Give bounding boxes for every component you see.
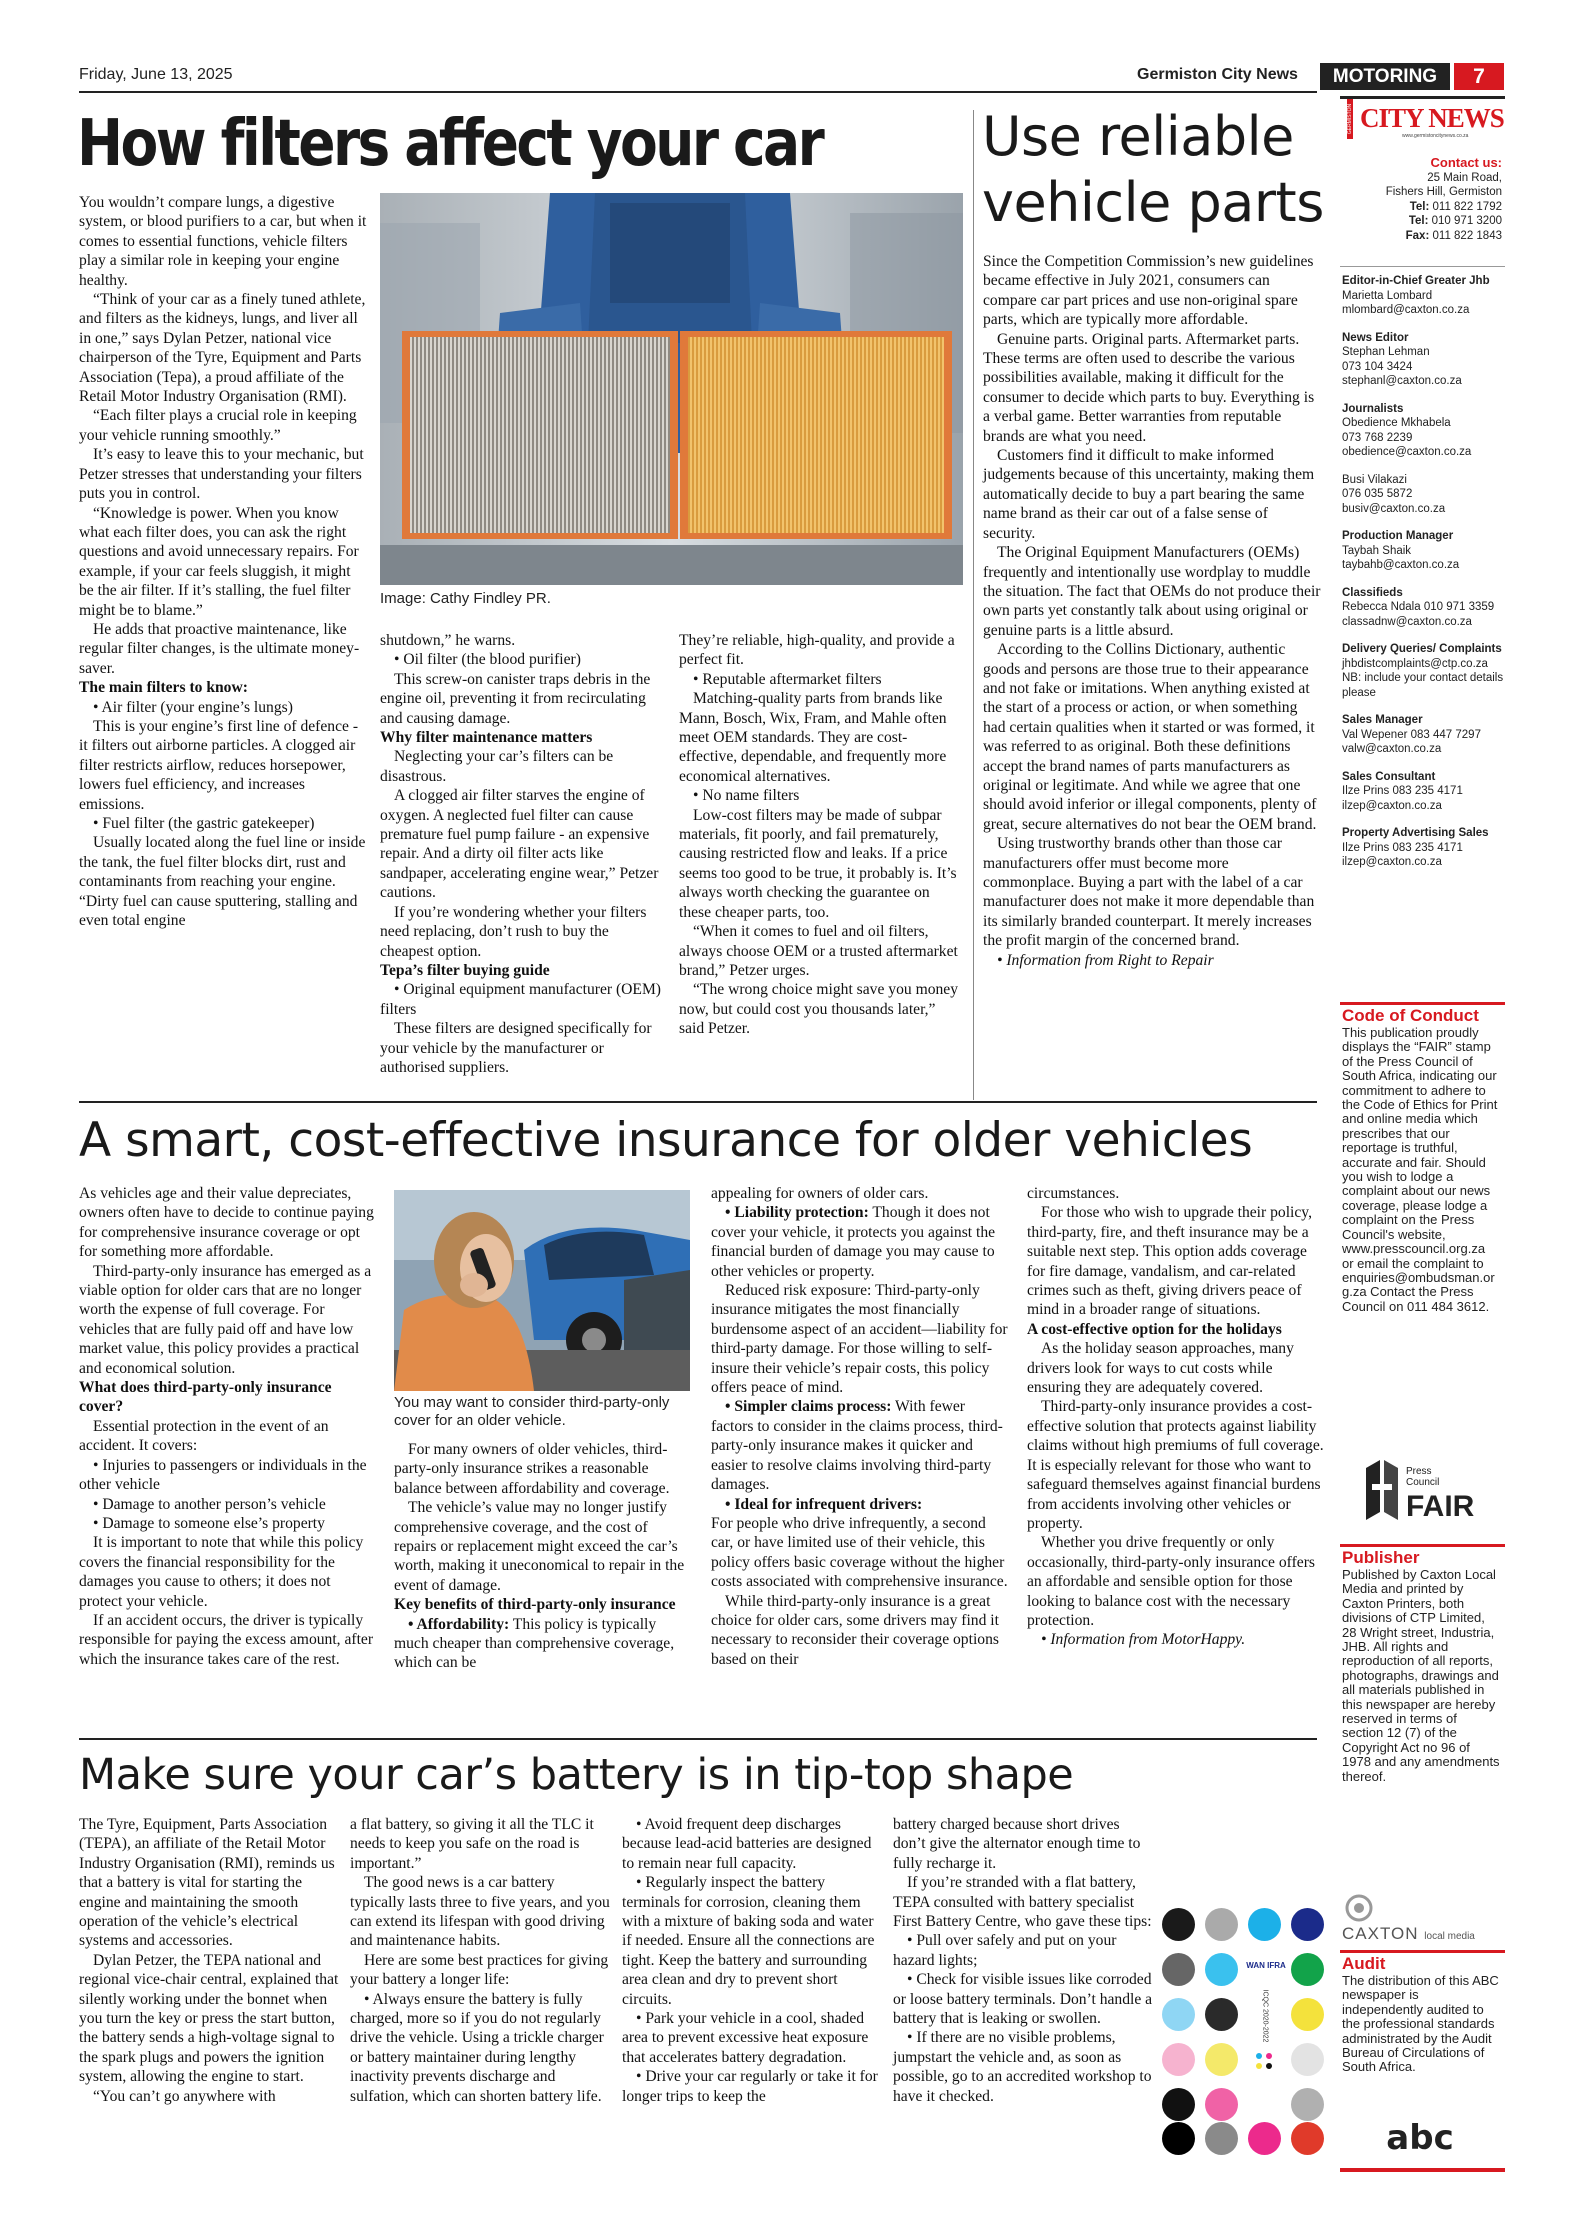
staff-detail: ilzep@caxton.co.za xyxy=(1342,799,1442,812)
bullet-lead: • Ideal for infrequent drivers: xyxy=(725,1495,923,1513)
staff-entry xyxy=(1342,826,1504,870)
abc-logo: abc xyxy=(1386,2118,1454,2158)
paragraph: Third-party-only insurance provides a cost-effective solution that protects against liability claims without high premiums of full coverage. It is especially relevant for those who want to safeguard themselves against financial burdens from accidents involving other vehicles or property. xyxy=(1027,1398,1324,1532)
subheading: Tepa’s filter buying guide xyxy=(380,961,550,979)
sidebar-top-rule xyxy=(1340,96,1505,99)
paragraph: “Think of your car as a finely tuned athlete, and filters as the kidneys, lungs, and liver all in one,” says Dylan Petzer, national vice chairperson of the Tyre, Equipment and Parts Association (Tepa), a proud affiliate of the Retail Motor Industry Organisation (RMI). xyxy=(79,291,366,406)
insurance-top-rule xyxy=(79,1101,1317,1103)
paragraph: Since the Competition Commission’s new guidelines became effective in July 2021, consumers can compare car part prices and use non-original spare parts, which are typically more affordable. xyxy=(983,253,1314,329)
code-of-conduct-title: Code of Conduct xyxy=(1342,1006,1479,1025)
swatch xyxy=(1205,1953,1238,1986)
paragraph: The Original Equipment Manufacturers (OEMs) frequently and intentionally use wordplay to muddle the situation. The fact that OEMs do not produce their own parts yet constantly talk about using original or genuine parts is a little absurd. xyxy=(983,544,1321,639)
paragraph: circumstances. xyxy=(1027,1185,1120,1202)
filters-headline: How filters affect your car xyxy=(77,107,823,181)
staff-detail: jhbdistcomplaints@ctp.co.za xyxy=(1342,657,1488,670)
staff-role: Editor-in-Chief Greater Jhb xyxy=(1342,275,1490,287)
source-credit: • Information from Right to Repair xyxy=(997,951,1214,969)
paragraph: If an accident occurs, the driver is typically responsible for paying the excess amount, after which the insurance takes care of the rest. xyxy=(79,1611,374,1668)
staff-detail: Taybah Shaik xyxy=(1342,544,1412,557)
staff-entry xyxy=(1342,586,1504,630)
filters-col-3 xyxy=(679,631,963,1039)
filters-col-2 xyxy=(380,631,664,1077)
swatch xyxy=(1205,1998,1238,2031)
staff-entry xyxy=(1342,473,1504,517)
insurance-col-4 xyxy=(1027,1184,1325,1650)
subheading: The main filters to know: xyxy=(79,679,248,697)
paragraph: Essential protection in the event of an accident. It covers: xyxy=(79,1417,329,1455)
swatch xyxy=(1162,1908,1195,1941)
staff-detail: ilzep@caxton.co.za xyxy=(1342,856,1442,868)
bullet-item: • Pull over safely and put on your hazard lights; xyxy=(893,1932,1117,1969)
staff-role: Sales Consultant xyxy=(1342,770,1436,783)
paragraph: It is important to note that while this policy covers the financial responsibility for the damages you cause to others; it does not protect your vehicle. xyxy=(79,1534,364,1610)
city-news-logo xyxy=(1342,103,1504,141)
paragraph: “Dirty fuel can cause sputtering, stalling and even total engine xyxy=(79,892,358,930)
fair-small-label: Press Council xyxy=(1406,1466,1440,1488)
staff-detail: NB: include your contact details please xyxy=(1342,672,1504,699)
sidebar-rule-red xyxy=(1340,1544,1505,1547)
mechanic-with-air-filters-image xyxy=(380,193,963,585)
audit-text: The distribution of this ABC newspaper is independently audited to the professional standards administrated by the Audit Bureau of Circulations of South Africa. xyxy=(1342,1973,1499,2075)
paragraph: battery charged because short drives don’t give the alternator enough time to fully recharge it. xyxy=(893,1816,1141,1872)
paragraph: This screw-on canister traps debris in the engine oil, preventing it from recirculating and causing damage. xyxy=(380,670,651,727)
swatch xyxy=(1205,2043,1238,2076)
swatch xyxy=(1162,2088,1195,2121)
staff-detail: Obedience Mkhabela xyxy=(1342,417,1451,429)
staff-entry xyxy=(1342,331,1504,389)
sidebar xyxy=(1340,96,1505,2174)
sidebar-rule-red xyxy=(1340,1002,1505,1005)
paragraph: While third-party-only insurance is a great choice for older cars, some drivers may find it necessary to reconsider their coverage options based on their xyxy=(711,1592,999,1668)
bullet-item: • Damage to another person’s vehicle xyxy=(93,1495,326,1513)
battery-top-rule xyxy=(79,1738,1317,1740)
insurance-photo-caption: You may want to consider third-party-only cover for an older vehicle. xyxy=(394,1394,670,1429)
battery-col-4 xyxy=(893,1815,1155,2106)
bullet-item: • Injuries to passengers or individuals in the other vehicle xyxy=(79,1456,367,1494)
bullet-item: • Check for visible issues like corroded or loose battery terminals. Don’t handle a battery that is leaking or swollen. xyxy=(893,1971,1153,2028)
publisher-title: Publisher xyxy=(1342,1548,1420,1567)
bullet-item: • Air filter (your engine’s lungs) xyxy=(93,698,293,716)
staff-detail: classadnw@caxton.co.za xyxy=(1342,615,1472,628)
staff-role: News Editor xyxy=(1342,331,1409,344)
staff-role: Sales Manager xyxy=(1342,714,1423,726)
staff-list xyxy=(1342,274,1504,883)
staff-entry xyxy=(1342,274,1504,318)
staff-detail: Marietta Lombard xyxy=(1342,289,1433,302)
filters-photo-caption: Image: Cathy Findley PR. xyxy=(380,590,551,607)
page-number: 7 xyxy=(1454,63,1504,90)
paragraph: If you’re stranded with a flat battery, TEPA consulted with battery specialist First Battery Centre, who gave these tips: xyxy=(893,1874,1152,1931)
paragraph: Matching-quality parts from brands like Mann, Bosch, Wix, Fram, and Mahle often meet OEM standards. They are cost-effective, dependable, and frequently more economical alternatives. xyxy=(679,690,947,785)
swatch xyxy=(1162,2122,1195,2155)
paragraph: These filters are designed specifically for your vehicle by the manufacturer or authorised suppliers. xyxy=(380,1020,652,1076)
paragraph: For people who drive infrequently, a second car, or have limited use of their vehicle, this policy offers basic coverage without the higher costs associated with comprehensive insurance. xyxy=(711,1514,1008,1591)
staff-entry xyxy=(1342,529,1504,573)
paragraph: Customers find it difficult to make informed judgements because of this uncertainty, making them automatically decide to buy a part bearing the same name brand as their car out of a false sense of security. xyxy=(983,447,1315,542)
subheading: Why filter maintenance matters xyxy=(380,729,593,747)
staff-detail: obedience@caxton.co.za xyxy=(1342,446,1472,458)
paragraph: “You can’t go anywhere with xyxy=(93,2087,276,2105)
filters-col-1 xyxy=(79,193,367,930)
header-rule xyxy=(79,91,1317,93)
swatch xyxy=(1291,2122,1324,2155)
swatch xyxy=(1205,2122,1238,2155)
battery-col-3 xyxy=(622,1815,884,2106)
bullet-item xyxy=(711,1397,1009,1494)
bullet-item xyxy=(711,1203,1009,1281)
paragraph: The Tyre, Equipment, Parts Association (TEPA), an affiliate of the Retail Motor Industry Organisation (RMI), reminds us that a battery is vital for starting the engine and maintaining the smooth operation of the vehicle’s electrical systems and accessories. xyxy=(79,1816,335,1950)
insurance-col-3 xyxy=(711,1184,1009,1669)
publisher-text: Published by Caxton Local Media and printed by Caxton Printers, both divisions of CTP Limited, 28 Wright street, Industria, JHB. All rights and reproduction of all reports, photographs, drawings and all materials published in this newspaper are hereby reserved in terms of section 12 (7) of the Copyright Act no 96 of 1978 and any amendments thereof. xyxy=(1342,1567,1500,1784)
parts-headline xyxy=(982,104,1327,236)
parts-headline-line-1: Use reliable xyxy=(982,105,1294,168)
address-line-1: 25 Main Road, xyxy=(1427,171,1502,184)
logo-vertical-word: GERMISTON xyxy=(1347,99,1353,139)
logo-wordmark: CITY NEWS xyxy=(1360,103,1504,133)
paragraph: For those who wish to upgrade their policy, third-party, fire, and theft insurance may be a suitable next step. This option adds coverage for fire damage, vandalism, and car-related crimes such as theft, giving drivers peace of mind in a broader range of situations. xyxy=(1027,1204,1312,1319)
swatch xyxy=(1291,2088,1324,2121)
staff-detail: stephanl@caxton.co.za xyxy=(1342,375,1462,387)
swatch xyxy=(1248,2122,1281,2155)
swatch xyxy=(1162,1953,1195,1986)
staff-entry xyxy=(1342,402,1504,460)
staff-detail: valw@caxton.co.za xyxy=(1342,743,1442,755)
insurance-photo xyxy=(394,1190,690,1391)
paragraph: shutdown,” he warns. xyxy=(380,632,516,649)
bullet-item: • Fuel filter (the gastric gatekeeper) xyxy=(93,815,315,832)
column-divider xyxy=(973,110,974,1100)
address-line-2: Fishers Hill, Germiston xyxy=(1385,186,1502,198)
caxton-mark-icon xyxy=(1342,1894,1376,1922)
bullet-item: • No name filters xyxy=(693,787,800,805)
issue-date: Friday, June 13, 2025 xyxy=(79,66,233,83)
paragraph: Here are some best practices for giving your battery a longer life: xyxy=(350,1951,609,1989)
paragraph: “Knowledge is power. When you know what each filter does, you can ask the right questions and avoid unnecessary repairs. For example, if your car feels sluggish, it might be the air filter. If it’s stalling, the fuel filter might be to blame.” xyxy=(79,504,359,619)
paragraph: For many owners of older vehicles, third-party-only insurance strikes a reasonable balance between affordability and coverage. xyxy=(394,1441,670,1497)
bullet-lead: • Liability protection: xyxy=(725,1204,869,1222)
paragraph: appealing for owners of older cars. xyxy=(711,1185,929,1202)
paragraph: Low-cost filters may be made of subpar materials, fit poorly, and fail prematurely, causing restricted flow and leaks. If a price seems too good to be true, it probably is. It’s always worth checking the guarantee on these cheaper parts, too. xyxy=(679,806,957,921)
paragraph: They’re reliable, high-quality, and provide a perfect fit. xyxy=(679,632,955,669)
staff-role: Property Advertising Sales xyxy=(1342,827,1489,839)
fair-label: FAIR xyxy=(1406,1490,1475,1523)
paragraph: A clogged air filter starves the engine of oxygen. A neglected fuel filter can cause premature fuel pump failure - an expensive repair. And a dirty oil filter acts like sandpaper, accelerating engine wear,” Petzer cautions. xyxy=(380,787,659,902)
tel-2: Tel: 010 971 3200 xyxy=(1408,215,1502,227)
bullet-item: • Always ensure the battery is fully charged, more so if you do not regularly drive the vehicle. Using a trickle charger or battery maintainer during lengthy inactivity prevents discharge and sulfation, which can shorten battery life. xyxy=(350,1990,604,2105)
source-credit: • Information from MotorHappy. xyxy=(1041,1631,1246,1649)
insurance-col-2 xyxy=(394,1440,690,1673)
staff-role: Delivery Queries/ Complaints xyxy=(1342,643,1502,655)
paragraph: It’s easy to leave this to your mechanic, but Petzer stresses that understanding your filters puts you in control. xyxy=(79,446,364,503)
tel-1: Tel: 011 822 1792 xyxy=(1409,200,1502,213)
swatch xyxy=(1162,1998,1195,2031)
staff-entry xyxy=(1342,713,1504,757)
bullet-item: • Original equipment manufacturer (OEM) filters xyxy=(380,981,661,1018)
contact-title: Contact us: xyxy=(1430,155,1502,170)
staff-detail: Ilze Prins 083 235 4171 xyxy=(1342,841,1463,854)
paragraph: “Each filter plays a crucial role in keeping your vehicle running smoothly.” xyxy=(79,407,357,444)
staff-detail: taybahb@caxton.co.za xyxy=(1342,559,1460,571)
swatch xyxy=(1205,2088,1238,2121)
staff-detail: Stephan Lehman xyxy=(1342,346,1430,358)
bullet-lead: • Affordability: xyxy=(408,1615,510,1633)
sidebar-rule xyxy=(1340,266,1505,267)
paragraph: a flat battery, so giving it all the TLC it needs to keep you safe on the road is important.” xyxy=(350,1816,594,1872)
paper-name: Germiston City News xyxy=(1137,66,1298,83)
paragraph: As vehicles age and their value depreciates, owners often have to decide to continue paying for comprehensive insurance coverage or opt for something more affordable. xyxy=(79,1185,374,1261)
swatch xyxy=(1291,1998,1324,2031)
staff-detail: Ilze Prins 083 235 4171 xyxy=(1342,785,1463,797)
bullet-item: • Avoid frequent deep discharges because lead-acid batteries are designed to remain near full capacity. xyxy=(622,1816,872,1872)
sidebar-bottom-rule xyxy=(1340,2168,1505,2172)
paragraph: You wouldn’t compare lungs, a digestive system, or blood purifiers to a car, but when it comes to essential functions, vehicle filters play a similar role in keeping your engine healthy. xyxy=(79,194,367,289)
paragraph: “When it comes to fuel and oil filters, always choose OEM or a trusted aftermarket brand,” Petzer urges. xyxy=(679,923,958,979)
paragraph: Genuine parts. Original parts. Aftermarket parts. These terms are often used to describe the various possibilities available, making it difficult for the consumer to decide which parts to buy. Everything is a verbal game. Better warranties from reputable brands are what you need. xyxy=(983,330,1315,445)
sidebar-rule-red xyxy=(1340,1950,1505,1953)
staff-entry xyxy=(1342,642,1504,700)
code-of-conduct-text: This publication proudly displays the “FAIR” stamp of the Press Council of South Africa, indicating our commitment to adhere to the Code of Ethics for Print and online media which prescribes that our reportage is truthful, accurate and fair. Should you wish to lodge a complaint about our news coverage, please lodge a complaint on the Press Council's website, www.presscouncil.org.za or email the complaint to enquiries@ombudsman.org.za Contact the Press Council on 011 484 3612. xyxy=(1342,1025,1498,1314)
parts-headline-line-2: vehicle parts xyxy=(982,171,1324,234)
press-council-fair-logo xyxy=(1362,1456,1482,1526)
staff-detail: 076 035 5872 xyxy=(1342,488,1413,500)
bullet-text: This policy is typically much cheaper than comprehensive coverage, which can be xyxy=(394,1615,675,1672)
filters-photo xyxy=(380,193,963,585)
icqc-label: ICQC 2020-2022 xyxy=(1261,1989,1269,2043)
subheading: A cost-effective option for the holidays xyxy=(1027,1320,1282,1338)
bullet-lead: • Simpler claims process: xyxy=(725,1398,892,1416)
staff-role: Journalists xyxy=(1342,402,1404,415)
bullet-text: With fewer factors to consider in the claims process, third-party-only insurance makes it quicker and easier to resolve claims involving third-party damages. xyxy=(711,1398,1003,1494)
paragraph: The good news is a car battery typically lasts three to five years, and you can extend its lifespan with good driving and maintenance habits. xyxy=(350,1874,610,1950)
paragraph: Reduced risk exposure: Third-party-only insurance mitigates the most financially burdensome aspect of an accident—liability for third-party damage. For those willing to self-insure their vehicle’s repair costs, this policy offers peace of mind. xyxy=(711,1282,1008,1397)
staff-role: Production Manager xyxy=(1342,530,1454,542)
paragraph: Dylan Petzer, the TEPA national and regional vice-chair central, explained that silently working under the bonnet when you turn the key or press the start button, the battery sends a high-voltage signal to the spark plugs and powers the ignition system, allowing the engine to start. xyxy=(79,1951,339,2086)
staff-detail: 073 768 2239 xyxy=(1342,431,1413,444)
paragraph: This is your engine’s first line of defence - it filters out airborne particles. A clogged air filter restricts airflow, reduces horsepower, lowers fuel efficiency, and increases emissions. xyxy=(79,717,359,813)
staff-entry xyxy=(1342,770,1504,814)
paragraph: The vehicle’s value may no longer justify comprehensive coverage, and the cost of repairs or replacement might exceed the car’s worth, making it uneconomical to repair in the event of damage. xyxy=(394,1499,685,1594)
paragraph: Third-party-only insurance has emerged as a viable option for older cars that are no longer worth the expense of full coverage. For vehicles that are fully paid off and have low market value, this policy provides a practical and economical solution. xyxy=(79,1262,372,1377)
staff-detail: Val Wepener 083 447 7297 xyxy=(1342,728,1481,741)
staff-role: Classifieds xyxy=(1342,586,1403,599)
wan-ifra-label: WAN IFRA xyxy=(1246,1961,1286,1970)
section-badge xyxy=(1320,63,1450,90)
staff-detail: Busi Vilakazi xyxy=(1342,473,1407,486)
swatch xyxy=(1162,2043,1195,2076)
caxton-logo xyxy=(1342,1894,1502,1944)
fair-mark-icon xyxy=(1362,1456,1400,1526)
insurance-col-1 xyxy=(79,1184,377,1669)
battery-headline: Make sure your car’s battery is in tip-top shape xyxy=(79,1750,1074,1800)
logo-url: www.germistoncitynews.co.za xyxy=(1402,133,1469,139)
cmyk-dots xyxy=(1256,2053,1276,2073)
swatch xyxy=(1291,1908,1324,1941)
swatch xyxy=(1291,2043,1324,2076)
fax: Fax: 011 822 1843 xyxy=(1405,229,1502,242)
paragraph: If you’re wondering whether your filters need replacing, don’t rush to buy the cheapest option. xyxy=(380,903,647,960)
bullet-item xyxy=(394,1615,690,1673)
subheading: Key benefits of third-party-only insurance xyxy=(394,1596,676,1614)
paragraph: Whether you drive frequently or only occasionally, third-party-only insurance offers an affordable and sensible option for those looking to balance cost with the necessary protection. xyxy=(1027,1534,1315,1629)
section-label: MOTORING xyxy=(1332,66,1438,87)
audit-title: Audit xyxy=(1342,1954,1386,1973)
staff-detail: 073 104 3424 xyxy=(1342,360,1413,373)
woman-on-phone-accident-image xyxy=(394,1190,690,1391)
paragraph: He adds that proactive maintenance, like regular filter changes, is the ultimate money-saver. xyxy=(79,620,360,677)
contact-block xyxy=(1340,156,1502,243)
staff-detail: busiv@caxton.co.za xyxy=(1342,502,1446,515)
battery-col-2 xyxy=(350,1815,612,2106)
paragraph: Neglecting your car’s filters can be disastrous. xyxy=(380,748,614,785)
paragraph: Usually located along the fuel line or inside the tank, the fuel filter blocks dirt, rust and contaminants from reaching your engine. xyxy=(79,834,366,891)
bullet-text: Though it does not cover your vehicle, it protects you against the financial burden of damage you may cause to other vehicles or property. xyxy=(711,1204,996,1280)
paragraph: Using trustworthy brands other than those car manufacturers offer must become more commonplace. Buying a part with the label of a car manufacturer does not make it more dependable than its similarly branded counterpart. It merely increases the profit margin of the concerned brand. xyxy=(983,835,1315,950)
paragraph: According to the Collins Dictionary, authentic goods and persons are those true to their appearance and not fake or imitations. When anything existed at the start of a process or action, or when something had certain qualities when it started or was formed, it was referred to as original. Both these definitions accept the brand names of parts manufacturers as original or legitimate. And while we agree that one should avoid inferior or illegal components, plenty of great, secure alternatives do not bear the OEM brand. xyxy=(983,641,1317,833)
bullet-item xyxy=(711,1495,1009,1514)
bullet-item: • Regularly inspect the battery terminals for corrosion, cleaning them with a mixture of baking soda and water if needed. Ensure all the connections are tight. Keep the battery and surrounding area clean and dry to prevent short circuits. xyxy=(622,1874,875,2008)
staff-detail: Rebecca Ndala 010 971 3359 xyxy=(1342,601,1495,613)
bullet-item: • Damage to someone else’s property xyxy=(93,1514,325,1532)
swatch xyxy=(1291,1953,1324,1986)
bullet-item: • Park your vehicle in a cool, shaded area to prevent excessive heat exposure that accelerates battery degradation. xyxy=(622,2010,869,2066)
colour-registration-bar xyxy=(1160,1905,1330,2155)
caxton-wordmark: CAXTON local media xyxy=(1342,1924,1475,1943)
battery-col-1 xyxy=(79,1815,341,2106)
swatch xyxy=(1248,1908,1281,1941)
staff-detail: mlombard@caxton.co.za xyxy=(1342,304,1470,316)
bullet-item: • Drive your car regularly or take it for longer trips to keep the xyxy=(622,2068,878,2105)
paragraph: As the holiday season approaches, many drivers look for ways to cut costs while ensuring they are adequately covered. xyxy=(1027,1340,1294,1397)
insurance-headline: A smart, cost-effective insurance for older vehicles xyxy=(79,1113,1253,1168)
swatch xyxy=(1205,1908,1238,1941)
subheading: What does third-party-only insurance cover? xyxy=(79,1379,332,1416)
bullet-item: • Oil filter (the blood purifier) xyxy=(394,651,581,669)
bullet-item: • If there are no visible problems, jumpstart the vehicle and, as soon as possible, go to an accredited workshop to have it checked. xyxy=(893,2029,1152,2105)
parts-body xyxy=(983,252,1323,970)
paragraph: “The wrong choice might save you money now, but could cost you thousands later,” said Petzer. xyxy=(679,981,959,1038)
bullet-item: • Reputable aftermarket filters xyxy=(693,670,882,688)
